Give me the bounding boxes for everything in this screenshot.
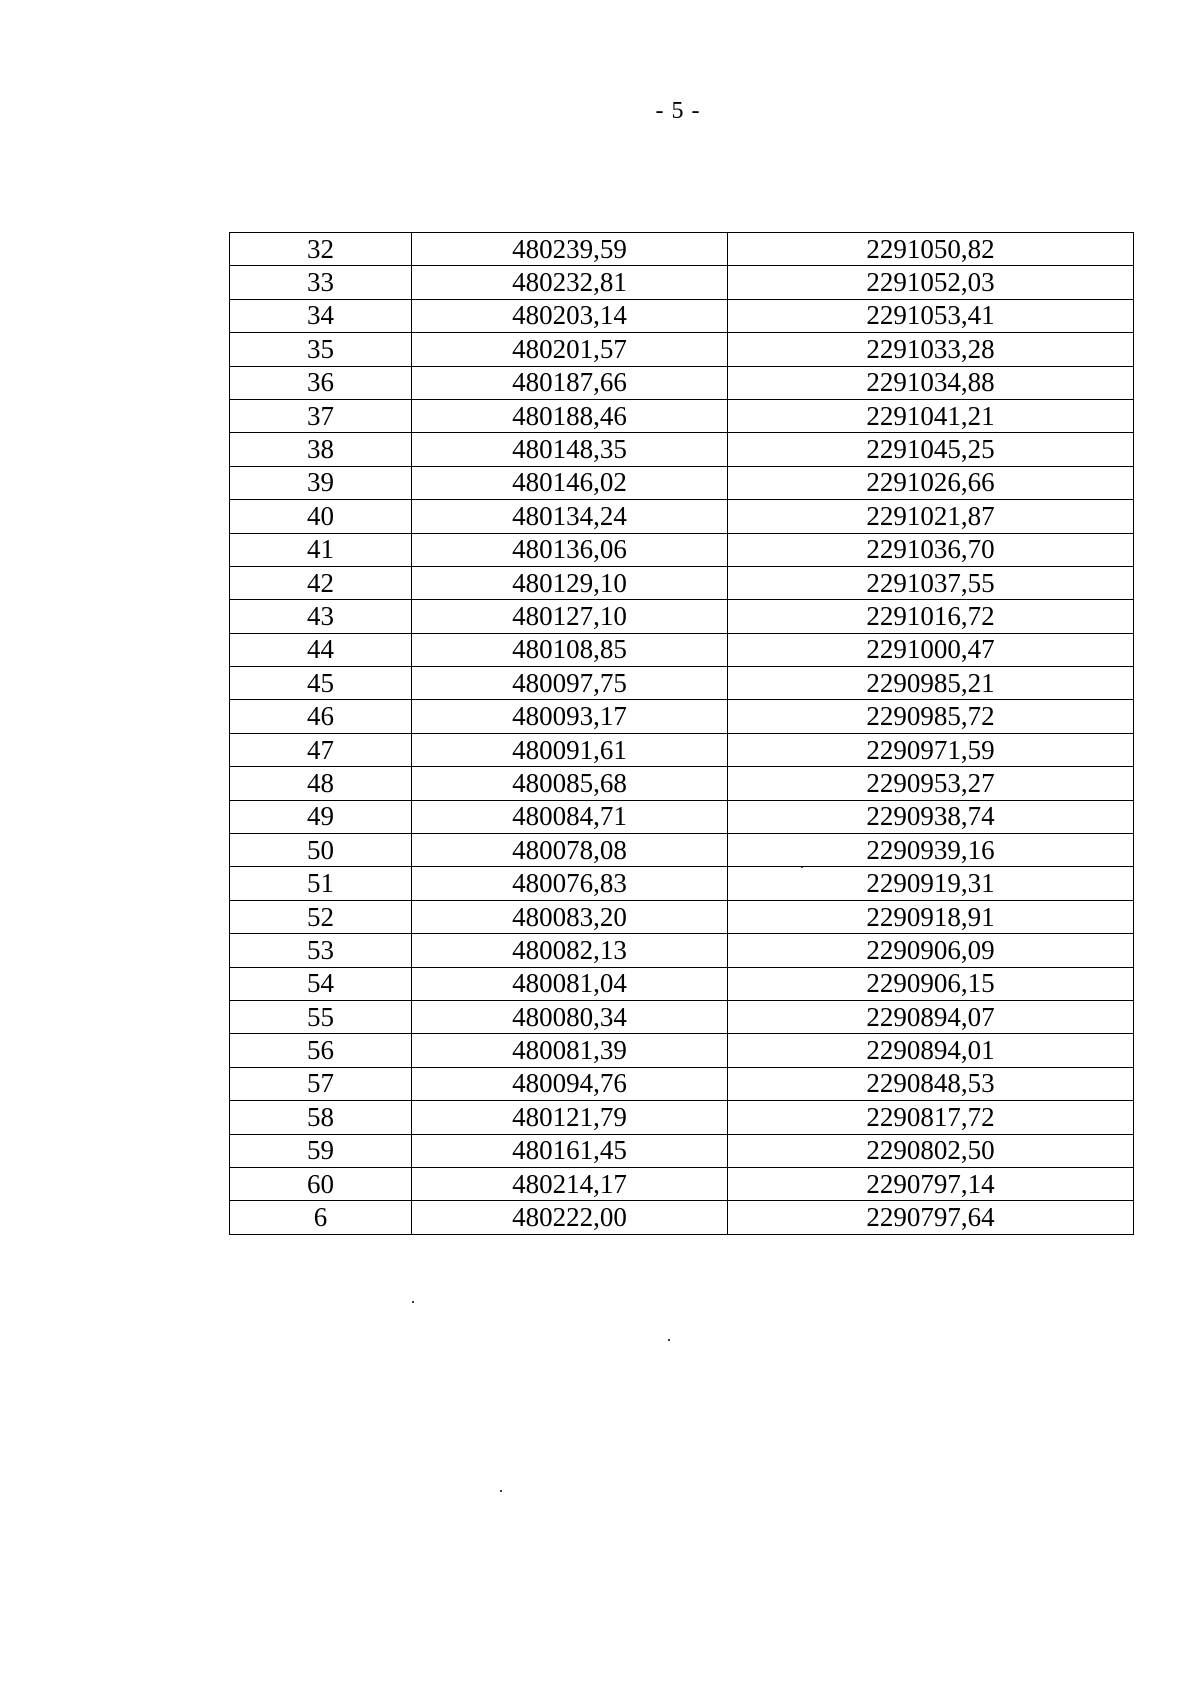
point-number-cell: 57: [230, 1067, 412, 1100]
table-row: [230, 366, 1134, 399]
y-coordinate-cell: 2290817,72: [728, 1101, 1134, 1134]
x-coordinate-cell: 480080,34: [412, 1000, 728, 1033]
table-row: [230, 600, 1134, 633]
point-number-cell: 35: [230, 333, 412, 366]
table-row: [230, 867, 1134, 900]
x-coordinate-cell: 480239,59: [412, 233, 728, 266]
x-coordinate-cell: 480076,83: [412, 867, 728, 900]
y-coordinate-cell: 2291052,03: [728, 266, 1134, 299]
y-coordinate-cell: 2290894,07: [728, 1000, 1134, 1033]
point-number-cell: 48: [230, 767, 412, 800]
y-coordinate-cell: 2290906,15: [728, 967, 1134, 1000]
point-number-cell: 46: [230, 700, 412, 733]
x-coordinate-cell: 480081,04: [412, 967, 728, 1000]
x-coordinate-cell: 480222,00: [412, 1201, 728, 1234]
y-coordinate-cell: 2291034,88: [728, 366, 1134, 399]
page-number: - 5 -: [655, 98, 701, 124]
point-number-cell: 32: [230, 233, 412, 266]
x-coordinate-cell: 480201,57: [412, 333, 728, 366]
x-coordinate-cell: 480203,14: [412, 299, 728, 332]
coordinates-table-body: [230, 233, 1134, 1235]
x-coordinate-cell: 480136,06: [412, 533, 728, 566]
point-number-cell: 51: [230, 867, 412, 900]
y-coordinate-cell: 2290894,01: [728, 1034, 1134, 1067]
point-number-cell: 58: [230, 1101, 412, 1134]
point-number-cell: 60: [230, 1167, 412, 1200]
x-coordinate-cell: 480121,79: [412, 1101, 728, 1134]
table-row: [230, 566, 1134, 599]
x-coordinate-cell: 480127,10: [412, 600, 728, 633]
table-row: [230, 1000, 1134, 1033]
x-coordinate-cell: 480097,75: [412, 667, 728, 700]
y-coordinate-cell: 2290953,27: [728, 767, 1134, 800]
table-row: [230, 800, 1134, 833]
x-coordinate-cell: 480081,39: [412, 1034, 728, 1067]
y-coordinate-cell: 2291021,87: [728, 500, 1134, 533]
table-row: [230, 667, 1134, 700]
point-number-cell: 52: [230, 900, 412, 933]
x-coordinate-cell: 480148,35: [412, 433, 728, 466]
x-coordinate-cell: 480085,68: [412, 767, 728, 800]
point-number-cell: 42: [230, 566, 412, 599]
x-coordinate-cell: 480161,45: [412, 1134, 728, 1167]
y-coordinate-cell: 2290939,16: [728, 834, 1134, 867]
table-row: [230, 299, 1134, 332]
x-coordinate-cell: 480082,13: [412, 934, 728, 967]
table-row: [230, 1167, 1134, 1200]
coordinates-table: [229, 232, 1134, 1235]
table-row: [230, 466, 1134, 499]
y-coordinate-cell: 2291000,47: [728, 633, 1134, 666]
table-row: [230, 433, 1134, 466]
point-number-cell: 56: [230, 1034, 412, 1067]
y-coordinate-cell: 2291041,21: [728, 399, 1134, 432]
y-coordinate-cell: 2291016,72: [728, 600, 1134, 633]
x-coordinate-cell: 480091,61: [412, 733, 728, 766]
point-number-cell: 54: [230, 967, 412, 1000]
x-coordinate-cell: 480129,10: [412, 566, 728, 599]
x-coordinate-cell: 480078,08: [412, 834, 728, 867]
x-coordinate-cell: 480108,85: [412, 633, 728, 666]
point-number-cell: 39: [230, 466, 412, 499]
table-row: [230, 1034, 1134, 1067]
table-row: [230, 1067, 1134, 1100]
point-number-cell: 41: [230, 533, 412, 566]
scan-speck: [668, 1339, 670, 1341]
y-coordinate-cell: 2290919,31: [728, 867, 1134, 900]
table-row: [230, 1201, 1134, 1234]
x-coordinate-cell: 480084,71: [412, 800, 728, 833]
y-coordinate-cell: 2291037,55: [728, 566, 1134, 599]
table-row: [230, 733, 1134, 766]
point-number-cell: 53: [230, 934, 412, 967]
point-number-cell: 33: [230, 266, 412, 299]
x-coordinate-cell: 480214,17: [412, 1167, 728, 1200]
y-coordinate-cell: 2291045,25: [728, 433, 1134, 466]
point-number-cell: 34: [230, 299, 412, 332]
table-row: [230, 633, 1134, 666]
x-coordinate-cell: 480232,81: [412, 266, 728, 299]
x-coordinate-cell: 480134,24: [412, 500, 728, 533]
table-row: [230, 934, 1134, 967]
y-coordinate-cell: 2290918,91: [728, 900, 1134, 933]
table-row: [230, 834, 1134, 867]
point-number-cell: 43: [230, 600, 412, 633]
point-number-cell: 6: [230, 1201, 412, 1234]
y-coordinate-cell: 2290848,53: [728, 1067, 1134, 1100]
table-row: [230, 333, 1134, 366]
y-coordinate-cell: 2290797,14: [728, 1167, 1134, 1200]
table-row: [230, 533, 1134, 566]
y-coordinate-cell: 2291050,82: [728, 233, 1134, 266]
point-number-cell: 49: [230, 800, 412, 833]
point-number-cell: 40: [230, 500, 412, 533]
table-row: [230, 700, 1134, 733]
point-number-cell: 44: [230, 633, 412, 666]
y-coordinate-cell: 2290971,59: [728, 733, 1134, 766]
x-coordinate-cell: 480093,17: [412, 700, 728, 733]
x-coordinate-cell: 480083,20: [412, 900, 728, 933]
table-row: [230, 266, 1134, 299]
point-number-cell: 37: [230, 399, 412, 432]
table-row: [230, 233, 1134, 266]
table-row: [230, 767, 1134, 800]
y-coordinate-cell: 2291033,28: [728, 333, 1134, 366]
scan-speck: [801, 866, 803, 868]
point-number-cell: 45: [230, 667, 412, 700]
x-coordinate-cell: 480187,66: [412, 366, 728, 399]
y-coordinate-cell: 2290985,21: [728, 667, 1134, 700]
table-row: [230, 900, 1134, 933]
y-coordinate-cell: 2290802,50: [728, 1134, 1134, 1167]
table-row: [230, 1101, 1134, 1134]
x-coordinate-cell: 480094,76: [412, 1067, 728, 1100]
y-coordinate-cell: 2290797,64: [728, 1201, 1134, 1234]
point-number-cell: 50: [230, 834, 412, 867]
scan-speck: [412, 1301, 414, 1303]
table-row: [230, 1134, 1134, 1167]
point-number-cell: 36: [230, 366, 412, 399]
table-row: [230, 399, 1134, 432]
point-number-cell: 59: [230, 1134, 412, 1167]
y-coordinate-cell: 2290938,74: [728, 800, 1134, 833]
point-number-cell: 38: [230, 433, 412, 466]
table-row: [230, 967, 1134, 1000]
x-coordinate-cell: 480188,46: [412, 399, 728, 432]
y-coordinate-cell: 2290906,09: [728, 934, 1134, 967]
x-coordinate-cell: 480146,02: [412, 466, 728, 499]
y-coordinate-cell: 2291036,70: [728, 533, 1134, 566]
point-number-cell: 47: [230, 733, 412, 766]
y-coordinate-cell: 2290985,72: [728, 700, 1134, 733]
scan-speck: [500, 1490, 502, 1492]
point-number-cell: 55: [230, 1000, 412, 1033]
table-row: [230, 500, 1134, 533]
y-coordinate-cell: 2291026,66: [728, 466, 1134, 499]
y-coordinate-cell: 2291053,41: [728, 299, 1134, 332]
